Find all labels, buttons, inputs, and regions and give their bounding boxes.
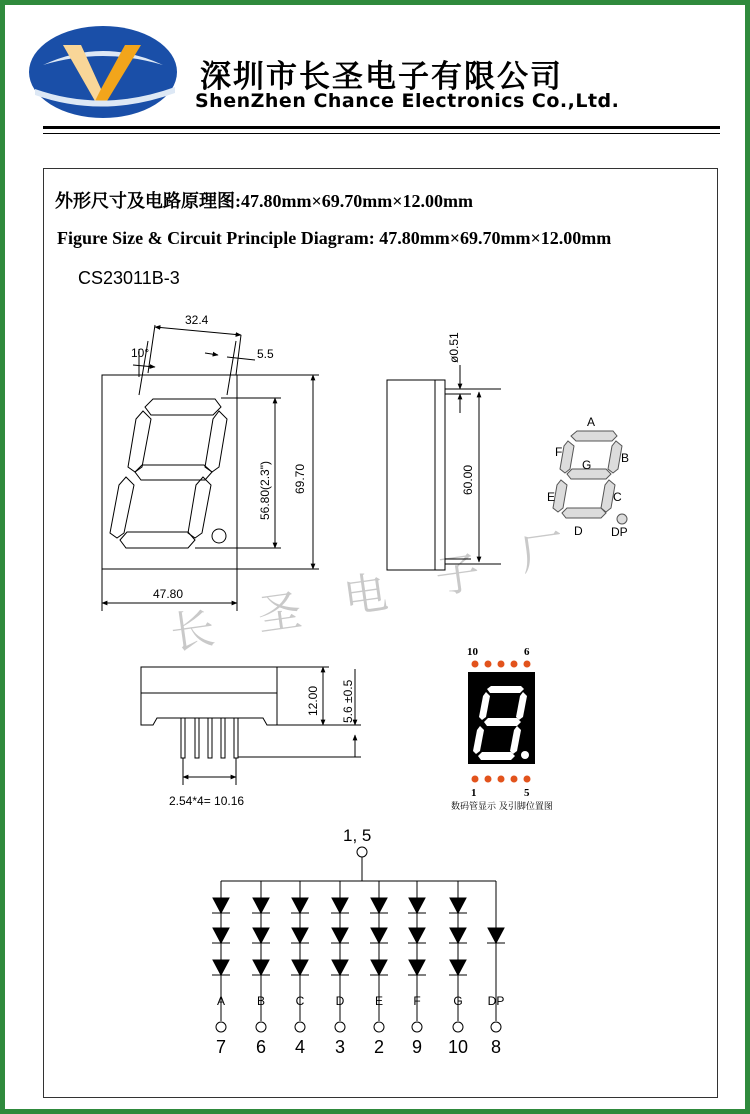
- circuit-pin-number: 9: [411, 1037, 423, 1057]
- pin-diagram-caption: 数码管显示 及引脚位置图: [451, 802, 553, 812]
- seg-label-c: C: [613, 490, 622, 504]
- pin-label-10: 10: [467, 646, 478, 658]
- pin-terminal: [412, 1022, 422, 1032]
- pin-terminal: [491, 1022, 501, 1032]
- pin-terminal: [453, 1022, 463, 1032]
- model-number: CS23011B-3: [78, 268, 180, 288]
- circuit-seg-label: C: [295, 994, 305, 1008]
- watermark-3: 电: [340, 567, 391, 624]
- bottom-view: [141, 667, 361, 785]
- dim-angle: 10°: [131, 346, 150, 360]
- circuit-seg-label: F: [413, 994, 421, 1008]
- pin-label-1: 1: [471, 787, 477, 799]
- diode-d-3: [331, 960, 349, 975]
- diode-e-1: [370, 898, 388, 913]
- title-en: Figure Size & Circuit Principle Diagram: 47.80mm×69.70mm×12.00mm: [57, 228, 612, 248]
- circuit-pin-number: 7: [215, 1037, 227, 1057]
- watermark-1: 长: [167, 603, 218, 660]
- diode-g-3: [449, 960, 467, 975]
- diode-a-2: [212, 928, 230, 943]
- pin-terminal: [256, 1022, 266, 1032]
- seg-label-f: F: [555, 445, 563, 459]
- circuit-seg-label: D: [335, 994, 345, 1008]
- diode-c-1: [291, 898, 309, 913]
- pin-terminal: [374, 1022, 384, 1032]
- title-cn: 外形尺寸及电路原理图:47.80mm×69.70mm×12.00mm: [55, 191, 473, 211]
- side-view: [387, 365, 501, 570]
- dim-char-height: 56.80(2.3"): [258, 461, 272, 520]
- diode-d-1: [331, 898, 349, 913]
- segment-map: [553, 431, 630, 524]
- dim-thickness: 12.00: [306, 685, 320, 716]
- diode-a-1: [212, 898, 230, 913]
- pin-label-5: 5: [524, 787, 530, 799]
- circuit-seg-label: G: [453, 994, 463, 1008]
- technical-drawing: [5, 5, 745, 1109]
- dim-top-width: 32.4: [185, 313, 209, 327]
- circuit-seg-label: DP: [487, 994, 505, 1008]
- circuit-pin-number: 2: [373, 1037, 385, 1057]
- pin-terminal: [295, 1022, 305, 1032]
- diode-g-2: [449, 928, 467, 943]
- seg-label-b: B: [621, 451, 630, 465]
- diode-c-2: [291, 928, 309, 943]
- diode-f-3: [408, 960, 426, 975]
- diode-f-1: [408, 898, 426, 913]
- circuit-pin-number: 10: [447, 1037, 469, 1057]
- seg-label-d: D: [574, 524, 583, 538]
- seg-label-a: A: [587, 415, 596, 429]
- pin-diagram: [468, 661, 535, 783]
- diode-dp: [487, 928, 505, 943]
- common-pin-label: 1, 5: [343, 826, 372, 845]
- diode-f-2: [408, 928, 426, 943]
- diode-b-2: [252, 928, 270, 943]
- pin-terminal: [216, 1022, 226, 1032]
- dim-height: 69.70: [293, 463, 307, 494]
- front-view: [102, 325, 319, 611]
- pin-terminal: [335, 1022, 345, 1032]
- diode-a-3: [212, 960, 230, 975]
- diode-e-3: [370, 960, 388, 975]
- circuit-pin-number: 8: [490, 1037, 502, 1057]
- circuit-seg-label: E: [374, 994, 384, 1008]
- diode-d-2: [331, 928, 349, 943]
- front-view-labels: [131, 313, 307, 601]
- company-name-en: ShenZhen Chance Electronics Co.,Ltd.: [195, 90, 620, 112]
- circuit-pin-number: 6: [255, 1037, 267, 1057]
- seg-label-dp: DP: [611, 525, 628, 539]
- seg-label-e: E: [547, 490, 556, 504]
- dim-pin-diameter: ø0.51: [447, 332, 461, 363]
- diode-e-2: [370, 928, 388, 943]
- watermark-4: 子: [432, 547, 483, 604]
- diode-b-1: [252, 898, 270, 913]
- watermark-2: 圣: [254, 585, 305, 642]
- pin-label-6: 6: [524, 646, 530, 658]
- dim-width: 47.80: [153, 587, 184, 601]
- dim-pin-pitch: 2.54*4= 10.16: [169, 794, 245, 808]
- circuit-pin-number: 3: [334, 1037, 346, 1057]
- dim-pin-length: 5.6 ±0.5: [341, 679, 355, 723]
- diode-g-1: [449, 898, 467, 913]
- diode-b-3: [252, 960, 270, 975]
- circuit-pin-number: 4: [294, 1037, 306, 1057]
- watermark-5: 厂: [517, 525, 568, 582]
- dim-segment-gap: 5.5: [257, 347, 274, 361]
- dim-pin-span: 60.00: [461, 464, 475, 495]
- seg-label-g: G: [582, 458, 592, 472]
- company-name-cn: 深圳市长圣电子有限公司: [200, 59, 563, 95]
- circuit-seg-label: B: [256, 994, 266, 1008]
- circuit-seg-label: A: [216, 994, 226, 1008]
- diode-c-3: [291, 960, 309, 975]
